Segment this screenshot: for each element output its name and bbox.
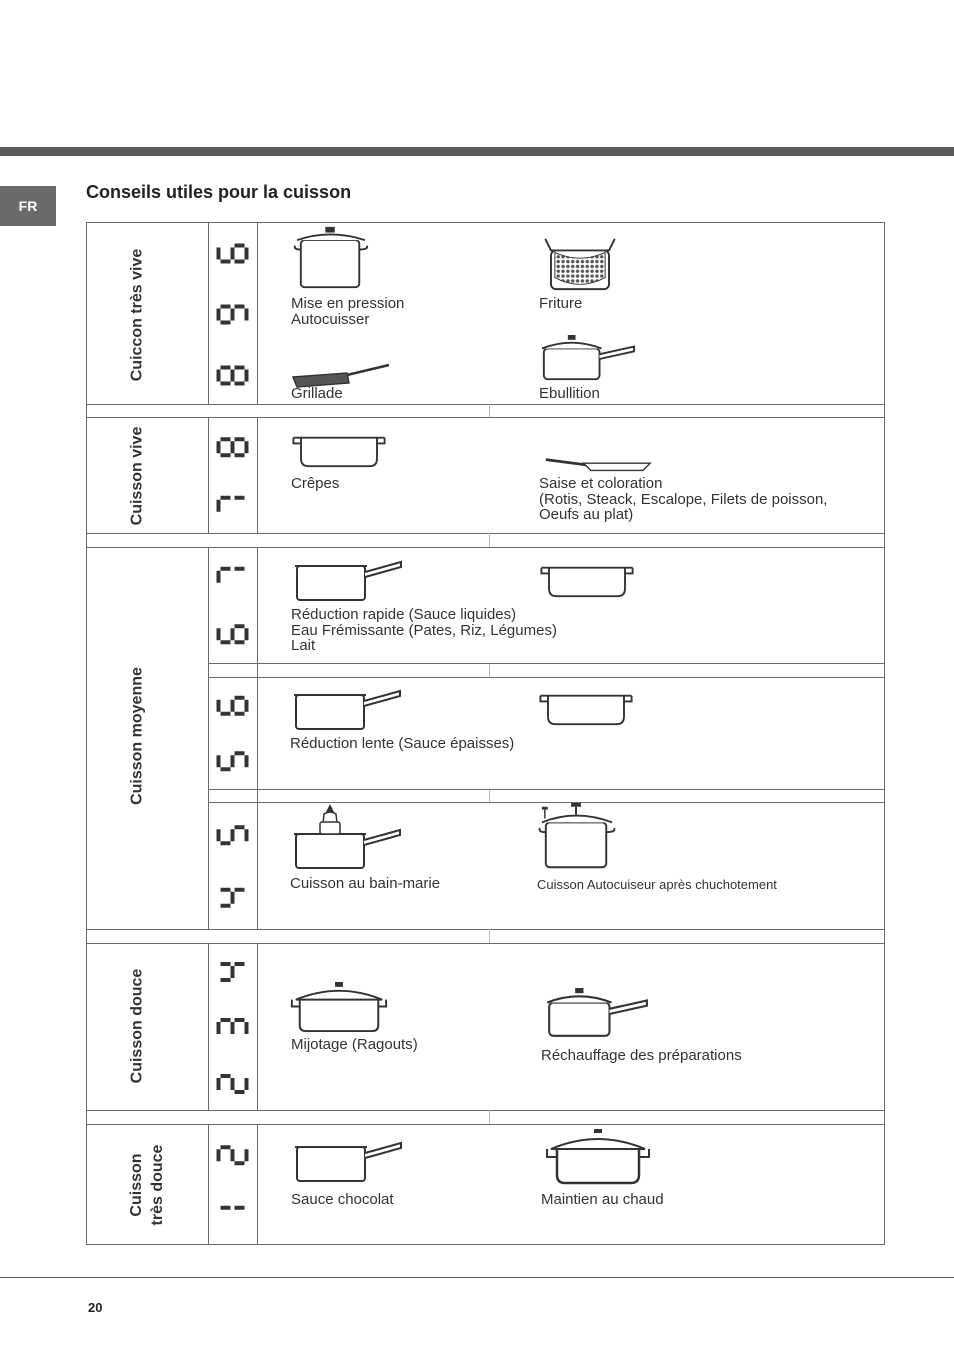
digit-segment (245, 1149, 249, 1161)
level-digit (217, 1074, 249, 1094)
item-label: Réchauffage des préparations (541, 1047, 742, 1064)
digit-segment (221, 1018, 231, 1022)
saucepan-lid-icon (543, 988, 651, 1040)
level-digits (208, 548, 257, 929)
braiser-icon (543, 1127, 653, 1187)
digit-segment (221, 321, 231, 325)
band-tres-vive (86, 222, 885, 405)
footer-rule (0, 1277, 954, 1278)
item-label: Crêpes (291, 475, 340, 492)
digit-segment (217, 1149, 221, 1161)
category-cell (87, 944, 209, 1110)
category-cell (87, 223, 209, 404)
digit-segment (221, 767, 231, 771)
digit-segment (235, 1090, 245, 1094)
level-digit (221, 1206, 245, 1210)
digit-segment (217, 628, 221, 640)
row-divider (208, 677, 885, 678)
digit-segment (221, 260, 231, 264)
item-label: Réduction lente (Sauce épaisses) (290, 735, 515, 752)
digit-segment (231, 248, 235, 260)
page-title: Conseils utiles pour la cuisson (86, 182, 352, 202)
digit-segment (221, 841, 231, 845)
pan-handles-icon (291, 432, 387, 470)
digit-segment (221, 904, 231, 908)
digit-segment (217, 248, 221, 260)
digit-segment (231, 309, 235, 321)
digit-segment (235, 1206, 245, 1210)
level-digit (217, 496, 245, 512)
digit-segment (235, 496, 245, 500)
level-digit (217, 825, 249, 845)
digit-segment (245, 370, 249, 382)
level-digits (208, 1125, 258, 1244)
digit-segment (235, 640, 245, 644)
category-label: Cuisson douce (128, 968, 146, 1084)
row-gap (208, 790, 886, 802)
digit-segment (235, 624, 245, 628)
digit-segment (235, 962, 245, 966)
header-bar (0, 147, 954, 156)
digit-segment (245, 1078, 249, 1090)
level-digits (208, 418, 258, 533)
digit-segment (231, 966, 235, 978)
category-cell (87, 548, 209, 929)
pan-handles-icon (539, 562, 635, 600)
digit-segment (231, 370, 235, 382)
digit-segment (245, 755, 249, 767)
item-label: Mise en pression Autocuisser (291, 295, 405, 328)
saucepan-icon (292, 687, 402, 732)
item-label: Réduction rapide (Sauce liquides) Eau Frémissante (Pates, Riz, Légumes) Lait (291, 606, 557, 654)
digit-segment (221, 1145, 231, 1149)
digit-segment (221, 1074, 231, 1078)
digit-segment (217, 1022, 221, 1034)
digit-segment (221, 962, 231, 966)
digit-segment (217, 829, 221, 841)
category-cell (87, 1125, 209, 1244)
digit-segment (235, 825, 245, 829)
level-digit (221, 962, 245, 982)
level-digit (217, 305, 249, 325)
digit-segment (231, 628, 235, 640)
category-label: Cuiccon très vive (128, 248, 146, 382)
band-gap (86, 929, 885, 944)
digit-segment (245, 441, 249, 453)
digit-segment (231, 892, 235, 904)
category-label: Cuisson très douce (128, 1144, 166, 1226)
digit-segment (221, 496, 231, 500)
digit-segment (221, 640, 231, 644)
casserole-icon (289, 980, 389, 1034)
digit-segment (221, 888, 231, 892)
level-digit (217, 567, 245, 583)
category-cell (87, 418, 209, 533)
digit-segment (235, 437, 245, 441)
digit-segment (217, 700, 221, 712)
band-gap (86, 533, 885, 548)
item-label: Maintien au chaud (541, 1191, 664, 1208)
level-digits-svg (208, 548, 257, 663)
digit-segment (235, 567, 245, 571)
digit-segment (231, 1022, 235, 1034)
level-digits-svg (208, 1125, 257, 1246)
saucepan-lid-icon (539, 335, 637, 383)
frying-pan-icon (539, 456, 657, 474)
level-digit (217, 244, 249, 264)
category-label: Cuisson moyenne (128, 667, 146, 805)
band-vive (86, 417, 885, 534)
bain-marie-icon (292, 802, 402, 872)
digit-segment (235, 1018, 245, 1022)
digit-segment (231, 700, 235, 712)
level-digits-svg (208, 804, 257, 929)
item-label: Saise et coloration (Rotis, Steack, Escalope, Filets de poisson, Oeufs au plat) (539, 475, 828, 523)
level-digit (217, 751, 249, 771)
digit-segment (217, 441, 221, 453)
digit-segment (231, 829, 235, 841)
digit-segment (221, 453, 231, 457)
item-label: Grillade (291, 385, 343, 402)
stockpot-icon (291, 225, 371, 291)
digit-segment (221, 437, 231, 441)
digit-segment (235, 888, 245, 892)
digit-segment (217, 309, 221, 321)
pan-handles-icon (538, 690, 634, 728)
level-digits (208, 944, 258, 1110)
digit-segment (221, 382, 231, 386)
row-gap (208, 664, 886, 677)
item-label: Cuisson au bain-marie (290, 875, 441, 892)
digit-segment (235, 305, 245, 309)
digit-segment (231, 755, 235, 767)
digit-segment (217, 1078, 221, 1090)
saucepan-icon (293, 558, 403, 603)
level-digit (217, 624, 249, 644)
digit-segment (221, 712, 231, 716)
saucepan-icon (293, 1139, 403, 1184)
item-label: Mijotage (Ragouts) (291, 1036, 418, 1053)
digit-segment (235, 382, 245, 386)
digit-segment (217, 571, 221, 583)
level-digit (217, 696, 249, 716)
frying-basket-icon (539, 235, 621, 293)
digit-segment (217, 755, 221, 767)
level-digit (217, 1018, 249, 1034)
digit-segment (221, 567, 231, 571)
pressure-cooker-icon (538, 802, 616, 872)
digit-segment (231, 1149, 235, 1161)
band-douce (86, 943, 885, 1111)
digit-segment (221, 366, 231, 370)
digit-segment (217, 500, 221, 512)
digit-segment (235, 260, 245, 264)
level-digit (217, 366, 249, 386)
level-digits (208, 223, 258, 404)
level-digits-svg (208, 418, 257, 535)
digit-segment (235, 453, 245, 457)
level-digit (217, 1145, 249, 1165)
item-label: Friture (539, 295, 583, 312)
item-label: Sauce chocolat (291, 1191, 394, 1208)
digit-segment (221, 305, 231, 309)
level-digits-svg (208, 678, 257, 789)
digit-segment (231, 1078, 235, 1090)
digit-segment (221, 978, 231, 982)
level-digits-svg (208, 944, 257, 1112)
level-digit (217, 437, 249, 457)
digit-segment (235, 751, 245, 755)
digit-segment (235, 366, 245, 370)
digit-segment (221, 1206, 231, 1210)
category-label: Cuisson vive (128, 426, 146, 526)
item-label: Cuisson Autocuiseur après chuchotement (537, 877, 777, 892)
level-digit (221, 888, 245, 908)
item-label: Ebullition (539, 385, 600, 402)
band-tres-douce (86, 1124, 885, 1245)
language-tab: FR (0, 186, 56, 226)
digit-segment (245, 309, 249, 321)
digit-segment (217, 370, 221, 382)
digit-segment (235, 244, 245, 248)
digit-segment (245, 628, 249, 640)
digit-segment (245, 1022, 249, 1034)
digit-segment (245, 829, 249, 841)
digit-segment (231, 441, 235, 453)
band-gap (86, 1110, 885, 1125)
level-digits-svg (208, 223, 257, 406)
digit-segment (235, 712, 245, 716)
digit-segment (235, 1161, 245, 1165)
page-number: 20 (88, 1300, 103, 1315)
digit-segment (245, 700, 249, 712)
digit-segment (235, 696, 245, 700)
digit-segment (245, 248, 249, 260)
